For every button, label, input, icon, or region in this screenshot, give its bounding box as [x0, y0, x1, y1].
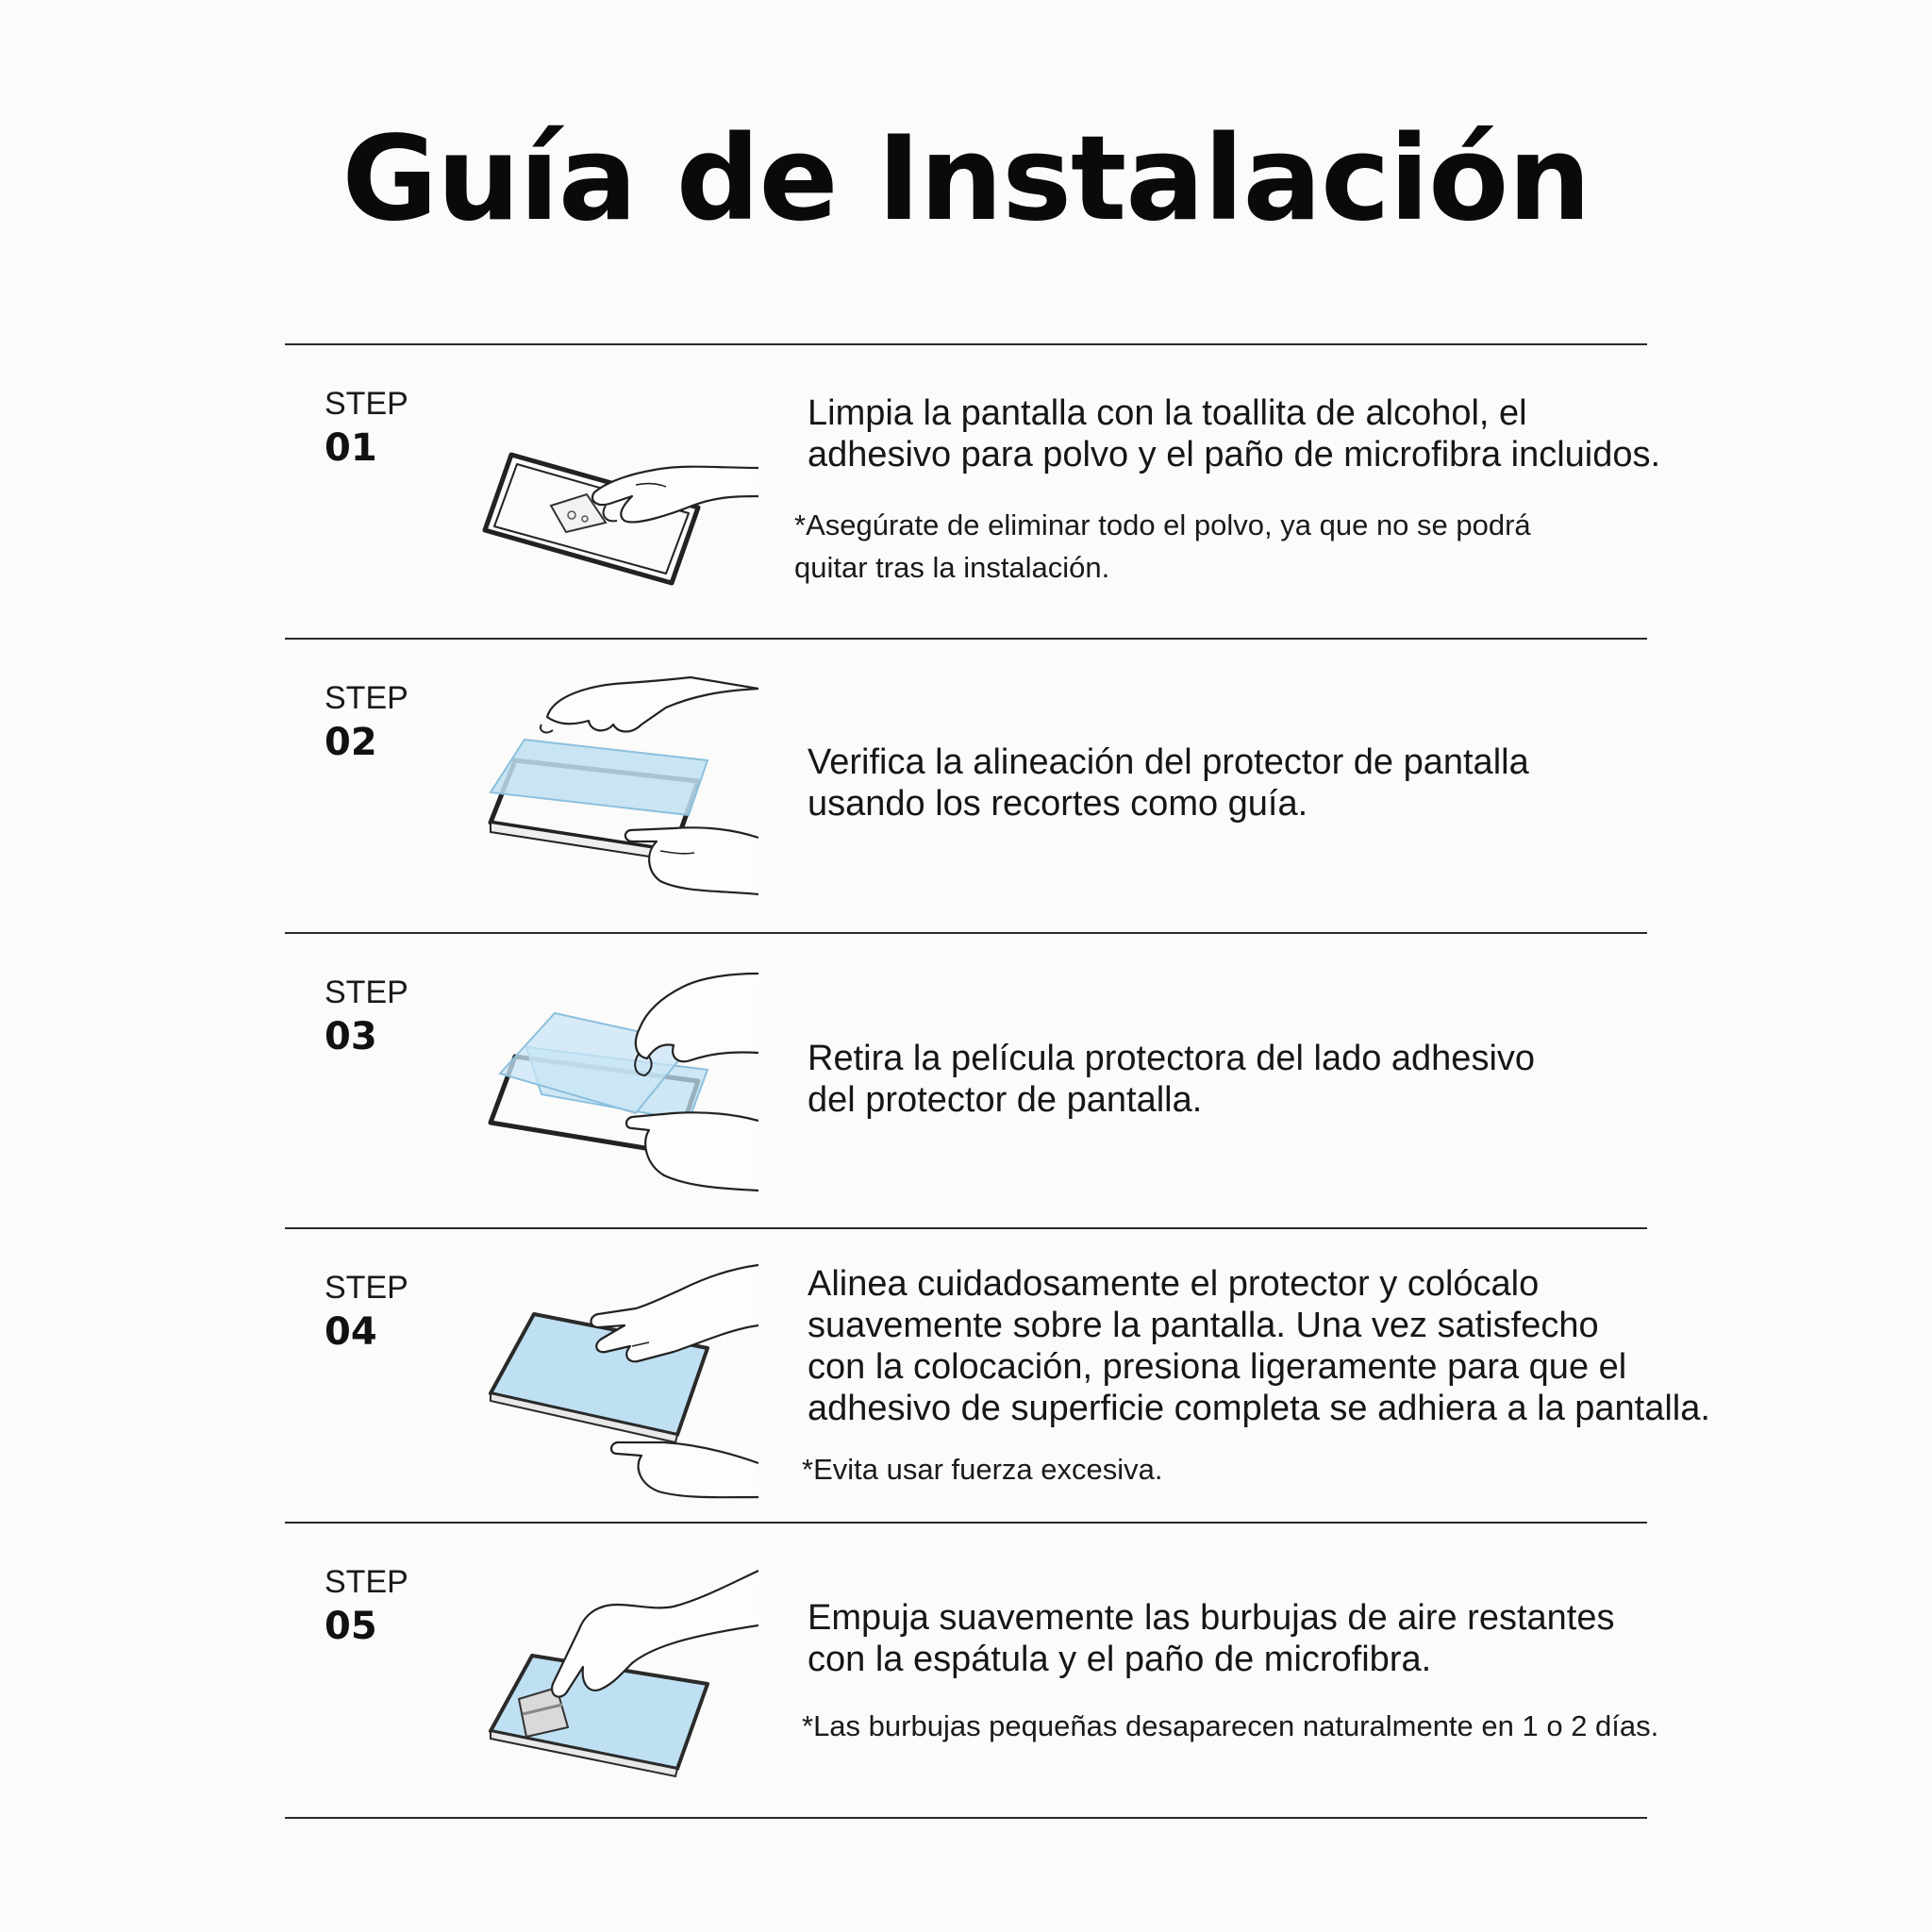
step-note: *Asegúrate de eliminar todo el polvo, ya que no se podrá quitar tras la instalación.: [794, 508, 1531, 584]
step-note: *Evita usar fuerza excesiva.: [802, 1453, 1163, 1486]
step-number: 01: [325, 426, 377, 470]
apply-protector-illustration: [447, 1248, 758, 1503]
step-02: [285, 640, 1647, 932]
step-label: STEP: [325, 680, 408, 716]
step-label: STEP: [325, 974, 408, 1010]
step-note: *Las burbujas pequeñas desaparecen naturalmente en 1 o 2 días.: [802, 1709, 1659, 1742]
step-number: 05: [325, 1605, 377, 1648]
remove-bubbles-illustration: [447, 1542, 758, 1797]
step-04: [285, 1229, 1710, 1522]
step-01: [285, 345, 1661, 638]
step-label: STEP: [325, 386, 408, 422]
step-description: Empuja suavemente las burbujas de aire restantes con la espátula y el paño de microfibra.: [808, 1598, 1615, 1679]
clean-screen-illustration: [447, 364, 758, 619]
step-description: Retira la película protectora del lado adhesivo del protector de pantalla.: [808, 1039, 1536, 1120]
step-description: Alinea cuidadosamente el protector y colócalo suavemente sobre la pantalla. Una vez satisfecho con la colocación, presiona ligeramente para que el adhesivo de superficie completa se adhiera a la pantalla.: [808, 1264, 1710, 1428]
step-03: [285, 934, 1647, 1226]
step-description: Verifica la alineación del protector de pantalla usando los recortes como guía.: [808, 742, 1529, 824]
check-alignment-illustration: [447, 658, 758, 913]
step-description: Limpia la pantalla con la toallita de alcohol, el adhesivo para polvo y el paño de microfibra incluidos.: [808, 393, 1661, 475]
step-number: 02: [325, 721, 377, 764]
step-label: STEP: [325, 1270, 408, 1306]
divider: [285, 1817, 1647, 1819]
step-05: [285, 1524, 1659, 1816]
step-number: 04: [325, 1310, 377, 1354]
step-number: 03: [325, 1015, 377, 1058]
remove-film-illustration: [447, 953, 758, 1208]
page-title: Guía de Instalación: [341, 111, 1591, 247]
step-label: STEP: [325, 1564, 408, 1600]
